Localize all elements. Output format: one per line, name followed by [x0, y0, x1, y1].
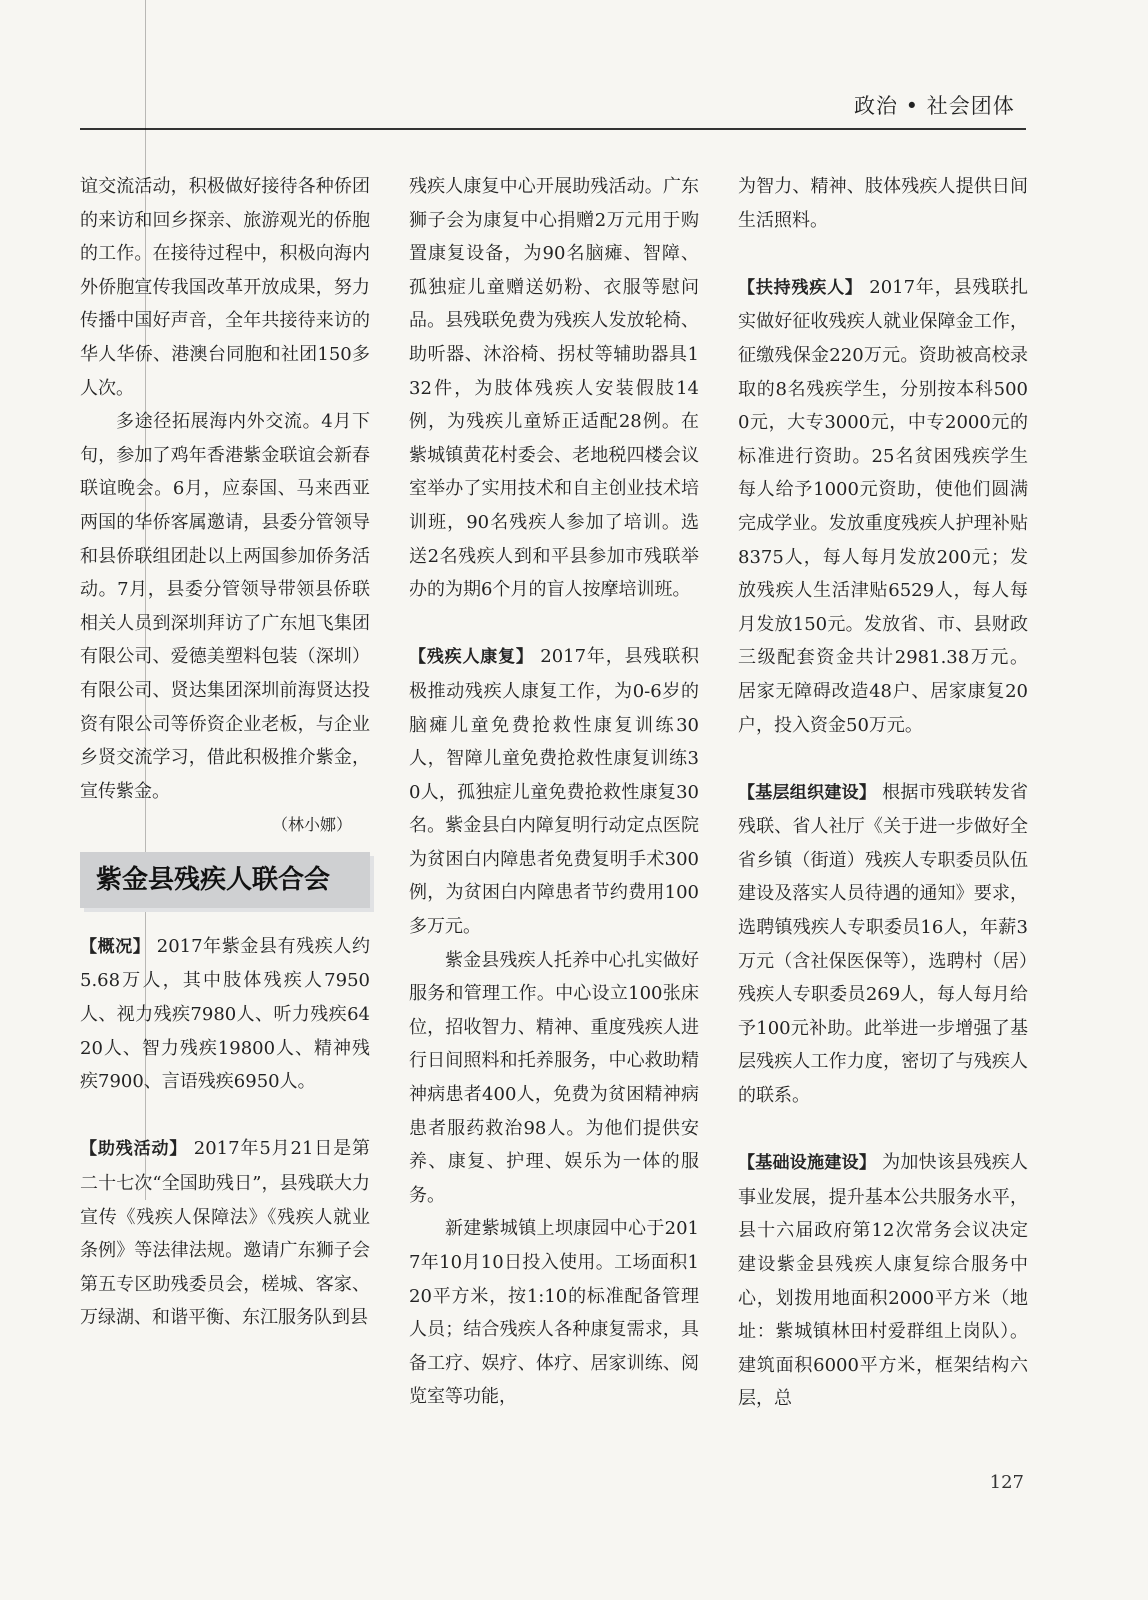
paragraph: 紫金县残疾人托养中心扎实做好服务和管理工作。中心设立100张床位，招收智力、精神、重度残疾人进行日间照料和托养服务，中心救助精神病患者400人，免费为贫困精神病患者服药救治98人。为他们提供安养、康复、护理、娱乐为一体的服务。 — [409, 949, 699, 1206]
section-heading: 【残疾人康复】 — [409, 647, 534, 668]
paragraph — [738, 776, 1028, 1113]
paragraph-text: 根据市残联转发省残联、省人社厅《关于进一步做好全省乡镇（街道）残疾人专职委员队伍建设及落实人员待遇的通知》要求，选聘镇残疾人专职委员16人，年薪3万元（含社保医保等），选聘村（居）残疾人专职委员269人，每人每月给予100元补助。此举进一步增强了基层残疾人工作力度，密切了与残疾人的联系。 — [738, 781, 1029, 1107]
paragraph: 多途径拓展海内外交流。4月下旬，参加了鸡年香港紫金联谊会新春联谊晚会。6月，应泰国、马来西亚两国的华侨客属邀请，县委分管领导和县侨联组团赴以上两国参加侨务活动。7月，县委分管领导带领县侨联相关人员到深圳拜访了广东旭飞集团有限公司、爱德美塑料包装（深圳）有限公司、贤达集团深圳前海贤达投资有限公司等侨资企业老板，与企业乡贤交流学习，借此积极推介紫金，宣传紫金。 — [80, 411, 370, 802]
paragraph-text: 2017年5月21日是第二十七次“全国助残日”，县残联大力宣传《残疾人保障法》《残疾人就业条例》等法律法规。邀请广东狮子会第五专区助残委员会，槎城、客家、万绿湖、和谐平衡、东江服务队到县 — [80, 1138, 370, 1329]
section-heading: 【概况】 — [80, 936, 151, 957]
paragraph-text: 2017年紫金县有残疾人约5.68万人，其中肢体残疾人7950人、视力残疾7980人、听力残疾6420人、智力残疾19800人、精神残疾7900、言语残疾6950人。 — [80, 935, 370, 1093]
column-left — [80, 170, 370, 1335]
column-right — [738, 170, 1028, 1416]
paragraph — [80, 1132, 370, 1335]
paragraph — [409, 640, 699, 943]
section-banner: 紫金县残疾人联合会 — [80, 852, 370, 908]
paragraph: 为智力、精神、肢体残疾人提供日间生活照料。 — [738, 176, 1028, 231]
paragraph: 残疾人康复中心开展助残活动。广东狮子会为康复中心捐赠2万元用于购置康复设备，为90名脑瘫、智障、孤独症儿童赠送奶粉、衣服等慰问品。县残联免费为残疾人发放轮椅、助听器、沐浴椅、拐杖等辅助器具132件，为肢体残疾人安装假肢14例，为残疾儿童矫正适配28例。在紫城镇黄花村委会、老地税四楼会议室举办了实用技术和自主创业技术培训班，90名残疾人参加了培训。选送2名残疾人到和平县参加市残联举办的为期6个月的盲人按摩培训班。 — [409, 176, 699, 601]
section-heading: 【基层组织建设】 — [738, 782, 877, 803]
paragraph: 新建紫城镇上坝康园中心于2017年10月10日投入使用。工场面积120平方米，按1:10的标准配备管理人员；结合残疾人各种康复需求，具备工疗、娱疗、体疗、居家训练、阅览室等功能， — [409, 1218, 699, 1408]
paragraph — [738, 271, 1028, 742]
column-middle — [409, 170, 699, 1414]
paragraph-text: 2017年，县残联积极推动残疾人康复工作，为0-6岁的脑瘫儿童免费抢救性康复训练30人，智障儿童免费抢救性康复训练30人，孤独症儿童免费抢救性康复30名。紫金县白内障复明行动定点医院为贫困白内障患者免费复明手术300例，为贫困白内障患者节约费用100多万元。 — [409, 646, 699, 938]
section-heading: 【基础设施建设】 — [738, 1153, 877, 1174]
page-number: 127 — [989, 1472, 1024, 1493]
section-heading: 【助残活动】 — [80, 1139, 188, 1160]
author-credit: （林小娜） — [271, 815, 352, 835]
header-rule — [80, 128, 1026, 130]
running-header: 政治 • 社会团体 — [854, 94, 1015, 118]
paragraph — [738, 1146, 1028, 1416]
paragraph-text: 为加快该县残疾人事业发展，提升基本公共服务水平，县十六届政府第12次常务会议决定建设紫金县残疾人康复综合服务中心，划拨用地面积2000平方米（地址：紫城镇林田村爱群组上岗队）。建筑面积6000平方米，框架结构六层，总 — [738, 1152, 1029, 1410]
section-heading: 【扶持残疾人】 — [738, 277, 863, 298]
paragraph: 谊交流活动，积极做好接待各种侨团的来访和回乡探亲、旅游观光的侨胞的工作。在接待过程中，积极向海内外侨胞宣传我国改革开放成果，努力传播中国好声音，全年共接待来访的华人华侨、港澳台同胞和社团150多人次。 — [80, 176, 370, 399]
paragraph — [80, 930, 370, 1099]
paragraph-text: 2017年，县残联扎实做好征收残疾人就业保障金工作，征缴残保金220万元。资助被高校录取的8名残疾学生，分别按本科5000元，大专3000元，中专2000元的标准进行资助。25名贫困残疾学生每人给予1000元资助，使他们圆满完成学业。发放重度残疾人护理补贴8375人，每人每月发放200元；发放残疾人生活津贴6529人，每人每月发放150元。发放省、市、县财政三级配套资金共计2981.38万元。居家无障碍改造48户、居家康复20户，投入资金50万元。 — [738, 276, 1028, 736]
